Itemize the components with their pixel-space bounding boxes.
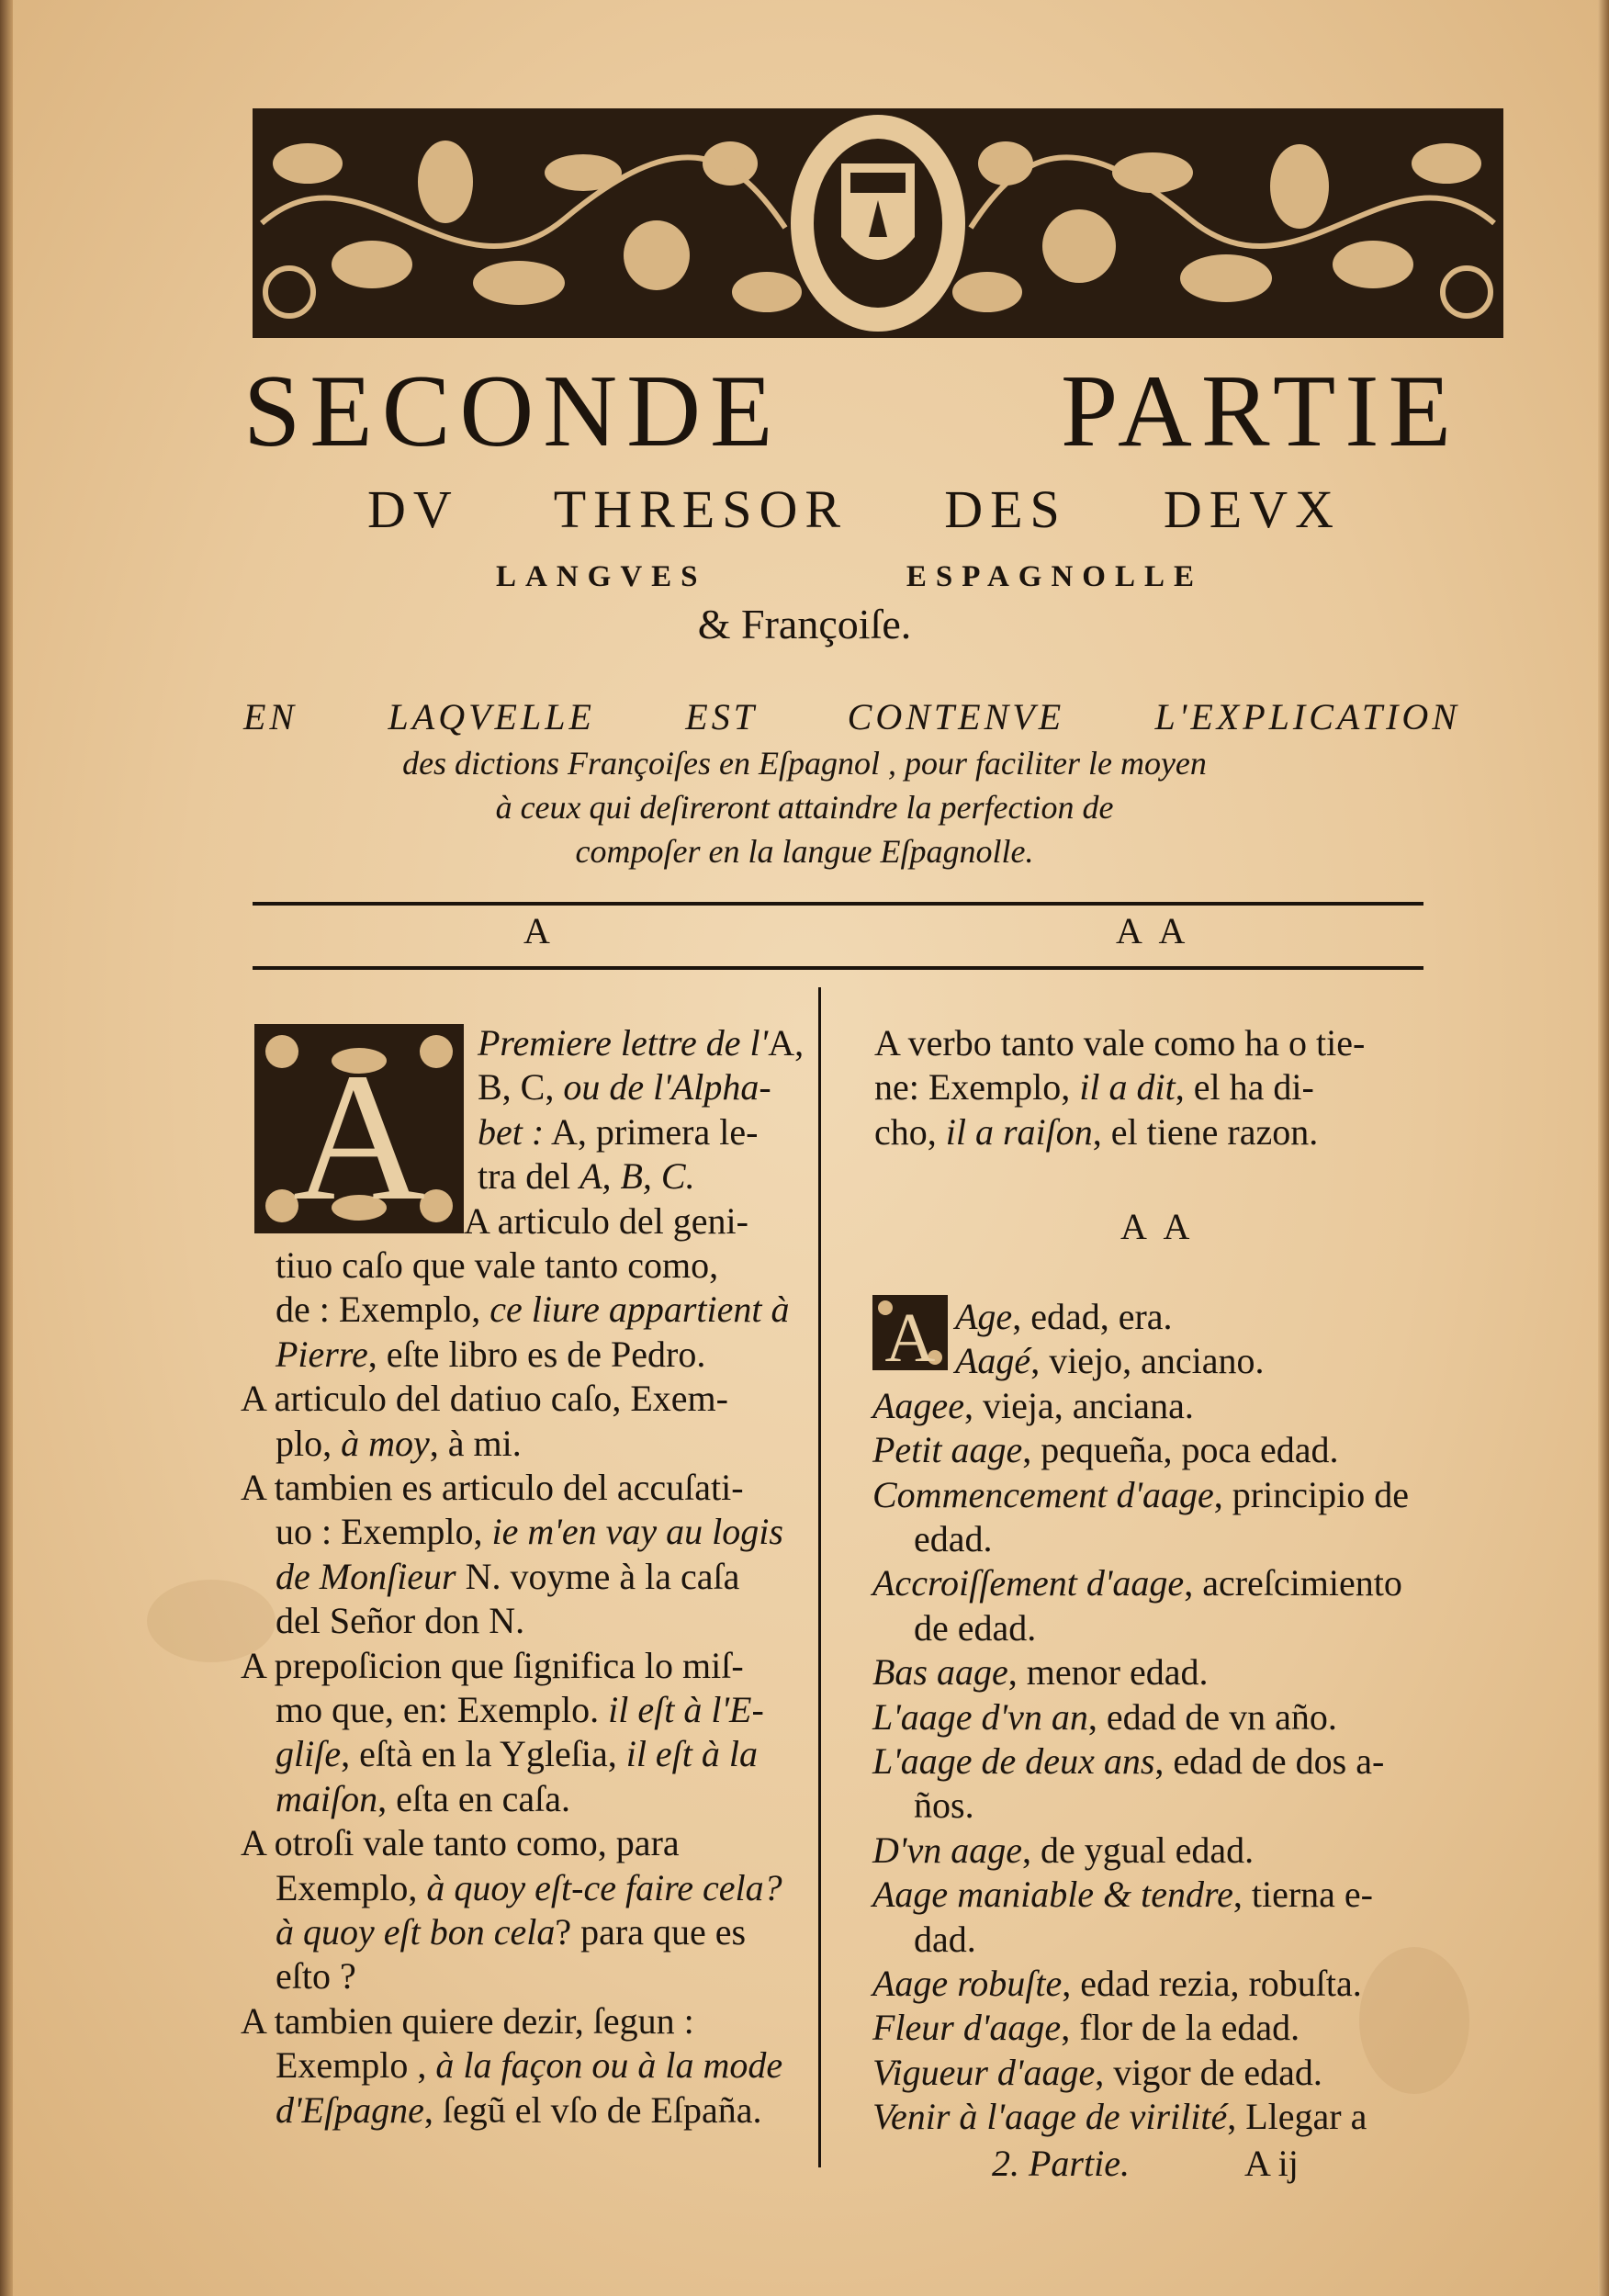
text-line: [276, 1333, 705, 1377]
roman-run: Exemplo ,: [276, 2044, 436, 2087]
text-line: [872, 1428, 1339, 1472]
text-line: [874, 1065, 1314, 1109]
text-line: [914, 1918, 976, 1962]
roman-run: , edad de vn año.: [1087, 1695, 1337, 1738]
column-divider: [818, 987, 821, 2167]
column-head-right: A A: [1116, 910, 1191, 951]
italic-run: gliſe: [276, 1733, 342, 1775]
italic-run: D'vn aage: [872, 1829, 1022, 1871]
roman-run: , de ygual edad.: [1021, 1829, 1255, 1871]
text-line: [914, 1784, 974, 1828]
roman-run: , flor de la edad.: [1061, 2007, 1300, 2049]
text-line: [872, 1962, 1362, 2006]
italic-run: il eſt à l'E-: [608, 1689, 764, 1730]
roman-run: A verbo tanto vale como ha o tie-: [874, 1022, 1366, 1064]
text-line: [872, 2051, 1322, 2095]
italic-run: A, B, C.: [579, 1155, 695, 1198]
small-dropcap: [872, 1295, 948, 1370]
subtitle-line-2: des dictions Françoiſes en Eſpagnol , pour faciliter le moyen: [402, 745, 1207, 782]
text-line: [872, 1829, 1254, 1873]
text-line: [872, 2006, 1300, 2050]
text-line: [872, 2095, 1367, 2139]
roman-run: , vigor de edad.: [1095, 2051, 1322, 2093]
text-line: [478, 1154, 695, 1199]
italic-run: à la façon ou à la mode: [435, 2044, 783, 2087]
text-line: [872, 1695, 1337, 1739]
text-line: [276, 1732, 758, 1776]
header-rule-top: [253, 902, 1423, 906]
subtitle-line-3: à ceux qui deſireront attaindre la perfection de: [495, 789, 1114, 826]
roman-run: ños.: [914, 1784, 974, 1827]
italic-run: Petit aage: [872, 1429, 1023, 1471]
text-line: [276, 2043, 782, 2088]
roman-run: , viejo, anciano.: [1030, 1340, 1265, 1382]
section-head-AA: A A: [1120, 1206, 1196, 1247]
dropcap-letter: A: [292, 1036, 426, 1233]
italic-run: Commencement d'aage: [872, 1473, 1214, 1515]
roman-run: A tambien es articulo del accuſati-: [241, 1467, 744, 1508]
roman-run: A otroſi vale tanto como, para: [241, 1822, 680, 1864]
roman-run: tra del: [478, 1155, 580, 1198]
italic-run: Accroiſſement d'aage: [872, 1562, 1185, 1604]
page-edge-left: [0, 0, 13, 2296]
roman-run: tiuo caſo que vale tanto como,: [276, 1244, 719, 1286]
text-line: [276, 1688, 764, 1732]
decorated-dropcap: [254, 1024, 464, 1233]
italic-run: L'aage d'vn an: [872, 1695, 1088, 1738]
roman-run: A tambien quiere dezir, ſegun :: [241, 1999, 694, 2042]
text-line: [276, 1910, 746, 1954]
italic-run: Aagé: [955, 1340, 1031, 1382]
roman-run: del Señor don N.: [276, 1600, 525, 1642]
column-head-left: A: [523, 910, 556, 951]
roman-run: A articulo del datiuo caſo, Exem-: [241, 1378, 728, 1420]
roman-run: cho,: [874, 1110, 946, 1153]
text-line: [874, 1021, 1365, 1065]
text-line: [241, 1377, 728, 1421]
text-line: [276, 1244, 718, 1288]
italic-run: Fleur d'aage: [872, 2007, 1062, 2049]
italic-run: ce liure appartient à: [489, 1289, 790, 1331]
roman-run: , à mi.: [429, 1422, 522, 1464]
text-line: [872, 1384, 1194, 1428]
text-line: [276, 2088, 762, 2133]
title-line-3: LANGVES ESPAGNOLLE: [496, 560, 1203, 593]
roman-run: , el tiene razon.: [1092, 1110, 1319, 1153]
roman-run: Exemplo,: [276, 1866, 427, 1908]
italic-run: maiſon: [276, 1777, 378, 1819]
text-line: [955, 1339, 1265, 1383]
text-line: [872, 1650, 1208, 1694]
text-line: [874, 1110, 1318, 1154]
roman-run: , eſtà en la Ygleſia,: [341, 1733, 626, 1775]
roman-run: , edad rezia, robuſta.: [1062, 1963, 1362, 2004]
italic-run: à moy: [341, 1422, 430, 1464]
roman-run: ? para que es: [555, 1911, 747, 1953]
text-line: [478, 1065, 771, 1109]
roman-run: de edad.: [914, 1606, 1037, 1649]
italic-run: Vigueur d'aage: [872, 2051, 1096, 2093]
roman-run: N. voyme à la caſa: [456, 1555, 740, 1597]
roman-run: uo : Exemplo,: [276, 1511, 492, 1553]
text-line: [872, 1561, 1402, 1605]
text-line: [241, 1644, 744, 1688]
text-line: [276, 1954, 356, 1998]
roman-run: , edad, era.: [1012, 1296, 1173, 1337]
text-line: [276, 1510, 783, 1554]
signature-left: 2. Partie.: [992, 2143, 1130, 2184]
text-line: [464, 1199, 748, 1244]
title-line-1: SECONDE PARTIE: [243, 355, 1460, 468]
central-shield: [791, 115, 965, 332]
roman-run: , eſta en caſa.: [377, 1777, 570, 1819]
roman-run: dad.: [914, 1918, 976, 1960]
italic-run: bet :: [478, 1110, 545, 1153]
italic-run: Pierre: [276, 1333, 368, 1375]
roman-run: plo,: [276, 1422, 342, 1464]
roman-run: , eſte libro es de Pedro.: [367, 1333, 706, 1375]
text-line: [478, 1110, 758, 1154]
text-line: [276, 1555, 739, 1599]
text-line: [276, 1422, 522, 1466]
roman-run: , edad de dos a-: [1154, 1740, 1385, 1782]
text-line: [276, 1288, 790, 1332]
text-line: [478, 1021, 804, 1065]
roman-run: edad.: [914, 1518, 993, 1559]
roman-run: , pequeña, poca edad.: [1022, 1429, 1339, 1471]
roman-run: , acreſcimiento: [1184, 1562, 1402, 1604]
roman-run: de : Exemplo,: [276, 1289, 490, 1331]
roman-run: ne: Exemplo,: [874, 1066, 1080, 1109]
text-line: [276, 1599, 524, 1643]
italic-run: ie m'en vay au logis: [491, 1511, 783, 1553]
italic-run: il eſt à la: [625, 1733, 759, 1775]
text-line: [241, 1821, 680, 1865]
text-line: [872, 1473, 1409, 1517]
roman-run: , menor edad.: [1007, 1651, 1209, 1694]
subtitle-line-4: compoſer en la langue Eſpagnolle.: [575, 833, 1034, 870]
roman-run: , el ha di-: [1175, 1066, 1314, 1109]
italic-run: il a raiſon: [945, 1110, 1093, 1153]
italic-run: Bas aage: [872, 1651, 1008, 1694]
text-line: [955, 1295, 1173, 1339]
signature-right: A ij: [1244, 2143, 1299, 2184]
italic-run: Premiere lettre de l': [478, 1022, 769, 1064]
italic-run: Aage robuſte: [872, 1963, 1063, 2004]
roman-run: A articulo del geni-: [464, 1199, 748, 1242]
roman-run: eſto ?: [276, 1955, 356, 1998]
italic-run: Venir à l'aage de virilité: [872, 2096, 1228, 2138]
italic-run: Aage maniable & tendre: [872, 1874, 1233, 1916]
italic-run: ou de l'Alpha-: [563, 1066, 771, 1109]
italic-run: d'Eſpagne: [276, 2088, 424, 2131]
italic-run: à quoy eſt-ce faire cela?: [426, 1866, 782, 1908]
italic-run: Aagee: [872, 1384, 964, 1426]
roman-run: , Llegar a: [1227, 2096, 1367, 2138]
italic-run: Age: [955, 1296, 1013, 1337]
text-line: [914, 1517, 993, 1561]
roman-run: , ſegũ el vſo de Eſpaña.: [423, 2088, 762, 2131]
text-line: [276, 1777, 570, 1821]
roman-run: A,: [768, 1022, 804, 1064]
roman-run: A prepoſicion que ſignifica lo miſ-: [241, 1644, 744, 1686]
roman-run: mo que, en: Exemplo.: [276, 1689, 609, 1730]
italic-run: de Monſieur: [276, 1555, 456, 1597]
header-rule-bottom: [253, 966, 1423, 970]
italic-run: à quoy eſt bon cela: [276, 1911, 556, 1953]
italic-run: il a dit: [1079, 1066, 1176, 1109]
roman-run: , vieja, anciana.: [963, 1384, 1194, 1426]
title-line-2: DV THRESOR DES DEVX: [367, 479, 1341, 539]
italic-run: L'aage de deux ans: [872, 1740, 1155, 1782]
text-line: [872, 1873, 1373, 1917]
roman-run: , tierna e-: [1232, 1874, 1374, 1916]
paper-stain: [1359, 1947, 1469, 2094]
subtitle-line-1: EN LAQVELLE EST CONTENVE L'EXPLICATION: [243, 696, 1460, 737]
roman-run: B, C,: [478, 1066, 564, 1109]
text-line: [276, 1866, 782, 1910]
title-line-4: & Françoiſe.: [697, 601, 912, 647]
page-edge-right: [1598, 0, 1609, 2296]
roman-run: A, primera le-: [544, 1110, 759, 1153]
text-line: [241, 1466, 744, 1510]
text-line: [241, 1999, 694, 2043]
small-dropcap-letter: A: [884, 1300, 936, 1370]
text-line: [872, 1739, 1384, 1784]
ornamental-headpiece: [253, 108, 1503, 338]
text-line: [914, 1606, 1036, 1650]
roman-run: , principio de: [1213, 1473, 1409, 1515]
